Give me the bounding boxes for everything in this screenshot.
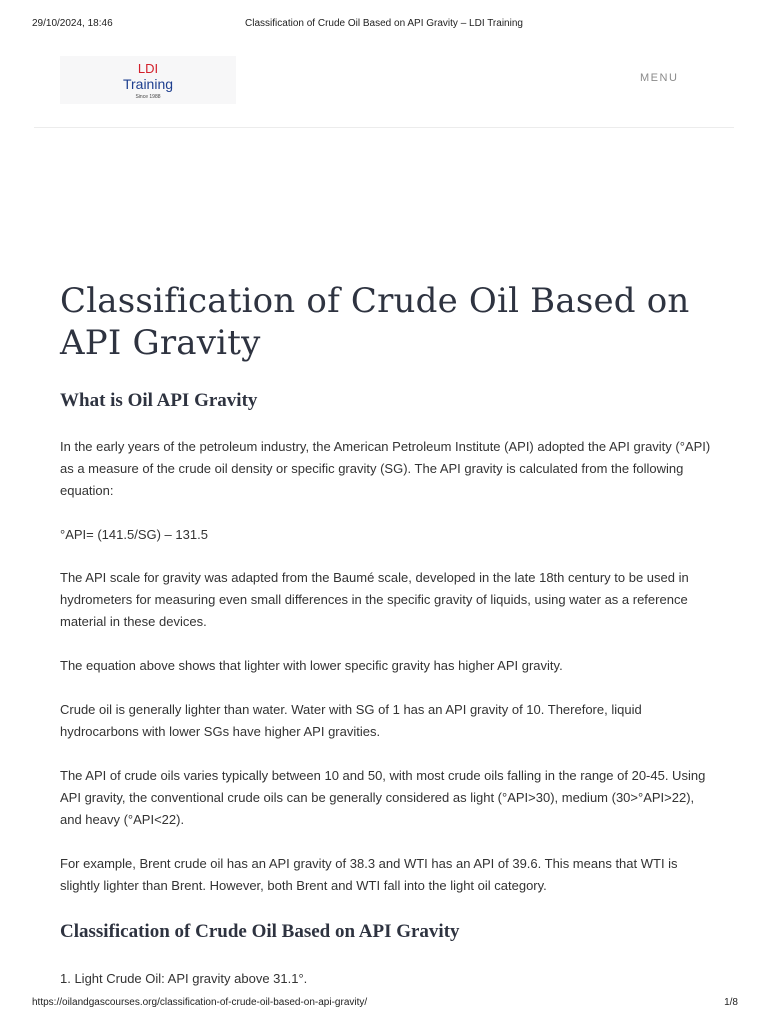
print-page-indicator: 1/8 [724,997,738,1008]
paragraph-lighter: The equation above shows that lighter with lower specific gravity has higher API gravity. [60,658,563,673]
paragraph-water: Crude oil is generally lighter than water. Water with SG of 1 has an API gravity of 10. Therefore, liquid hydrocarbons with lower SGs have higher API gravities. [60,702,642,739]
site-logo[interactable] [60,56,236,104]
list-item-light-crude: 1. Light Crude Oil: API gravity above 31.1°. [60,971,308,986]
logo-training-text: Training [122,76,174,92]
print-datetime: 29/10/2024, 18:46 [32,18,113,29]
menu-button[interactable]: MENU [640,72,679,84]
paragraph-range: The API of crude oils varies typically between 10 and 50, with most crude oils falling in the range of 20-45. Using API gravity, the conventional crude oils can be generally considered as light (°API>30), medium (30>°API>22), and heavy (°API<22). [60,768,706,827]
paragraph-intro: In the early years of the petroleum industry, the American Petroleum Institute (API) adopted the API gravity (°API) as a measure of the crude oil density or specific gravity (SG). The API gravity is calculated from the following equation: [60,439,711,498]
section-heading-what-is-api: What is Oil API Gravity [60,390,258,411]
paragraph-brent-wti: For example, Brent crude oil has an API gravity of 38.3 and WTI has an API of 39.6. This means that WTI is slightly lighter than Brent. However, both Brent and WTI fall into the light oil category. [60,856,678,893]
print-url: https://oilandgascourses.org/classification-of-crude-oil-based-on-api-gravity/ [32,997,368,1008]
logo-ldi-text: LDI [137,61,159,76]
header-divider [34,127,734,128]
paragraph-equation: °API= (141.5/SG) – 131.5 [60,527,208,542]
print-footer [0,997,768,1011]
paragraph-baume: The API scale for gravity was adapted from the Baumé scale, developed in the late 18th century to be used in hydrometers for measuring even small differences in the specific gravity of liquids, using water as a reference material in these devices. [60,570,689,629]
page-title: Classification of Crude Oil Based on API Gravity [60,281,690,363]
print-tab-title: Classification of Crude Oil Based on API Gravity – LDI Training [245,18,523,29]
section-heading-classification: Classification of Crude Oil Based on API Gravity [60,921,460,942]
logo-since-text: Since 1988 [135,94,161,100]
print-header [0,18,768,32]
